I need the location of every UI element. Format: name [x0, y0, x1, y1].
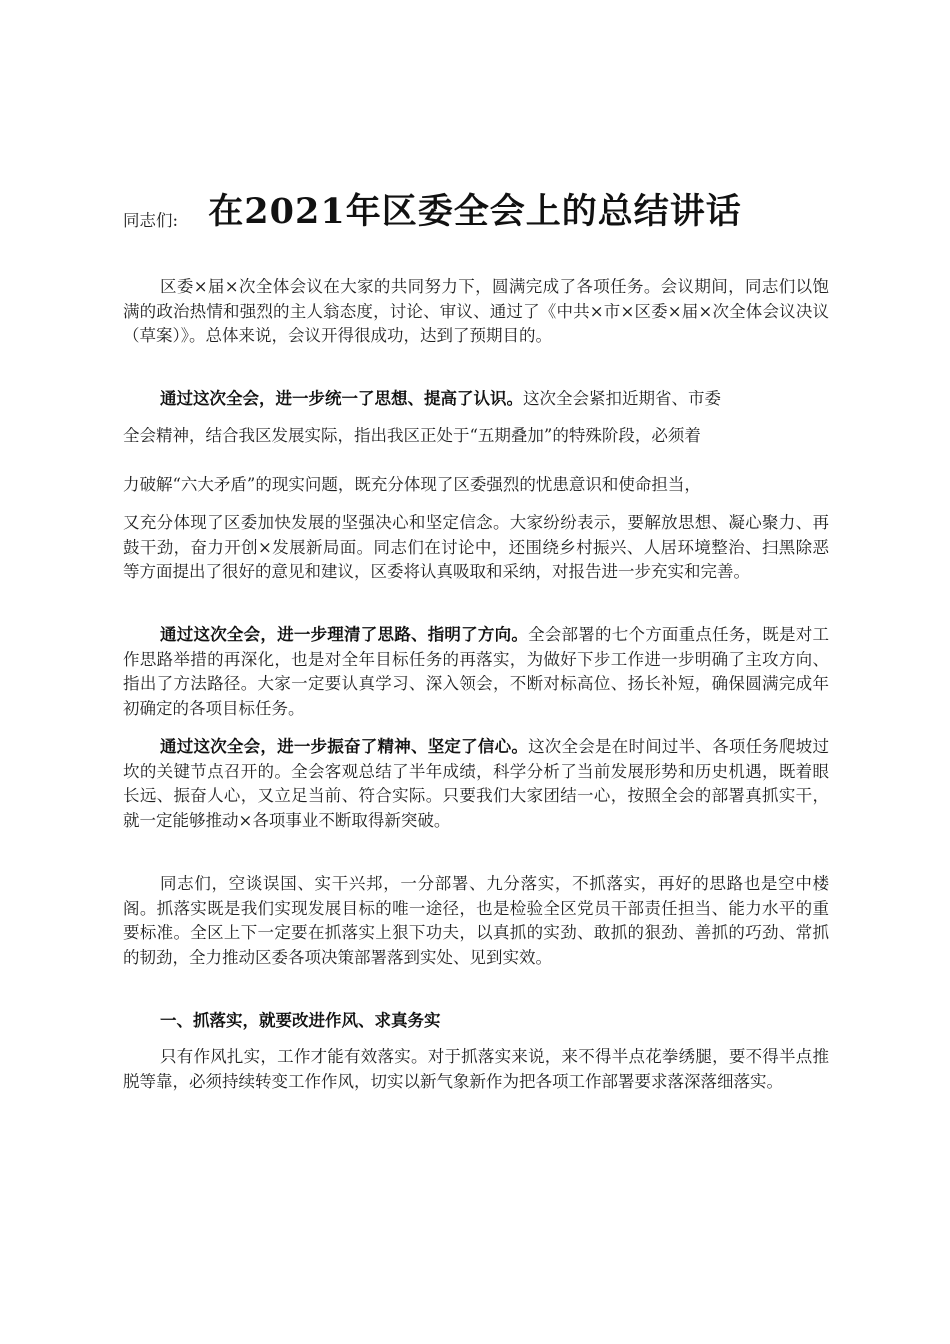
- paragraph-spirit: [123, 735, 829, 833]
- paragraph-direction: [123, 623, 829, 721]
- paragraph-direction-lead: 通过这次全会，进一步理清了思路、指明了方向。: [160, 625, 529, 644]
- paragraph-spirit-lead: 通过这次全会，进一步振奋了精神、坚定了信心。: [160, 737, 529, 756]
- paragraph-thought-line-2: 全会精神，结合我区发展实际，指出我区正处于“五期叠加”的特殊阶段，必须着: [123, 426, 701, 445]
- paragraph-spirit-body: 这次全会是在时间过半、各项任务爬坡过坎的关键节点召开的。全会客观总结了半年成绩，科学分析了当前发展形势和历史机遇，既着眼长远、振奋人心，又立足当前、符合实际。只要我们大家团结一心，按照全会的部署真抓实干，就一定能够推动×各项事业不断取得新突破。: [123, 737, 830, 830]
- paragraph-thought-line-3: 力破解“六大矛盾”的现实问题，既充分体现了区委强烈的忧患意识和使命担当，: [123, 475, 701, 494]
- document-title: 在2021年区委全会上的总结讲话: [208, 191, 742, 232]
- paragraph-thought-line-1-rest: 这次全会紧扣近期省、市委: [523, 389, 721, 408]
- paragraph-style-of-work: 只有作风扎实，工作才能有效落实。对于抓落实来说，来不得半点花拳绣腿，要不得半点推脱等靠，必须持续转变工作作风，切实以新气象新作为把各项工作部署要求落深落细落实。: [123, 1047, 829, 1091]
- paragraph-implementation: 同志们，空谈误国、实干兴邦，一分部署、九分落实，不抓落实，再好的思路也是空中楼阁。抓落实既是我们实现发展目标的唯一途径，也是检验全区党员干部责任担当、能力水平的重要标准。全区上下一定要在抓落实上狠下功夫，以真抓的实劲、敢抓的狠劲、善抓的巧劲、常抓的韧劲，全力推动区委各项决策部署落到实处、见到实效。: [123, 874, 829, 967]
- paragraph-thought-lead: 通过这次全会，进一步统一了思想、提高了认识。: [160, 389, 523, 408]
- paragraph-thought-rest: 又充分体现了区委加快发展的坚强决心和坚定信念。大家纷纷表示，要解放思想、凝心聚力、再鼓干劲，奋力开创×发展新局面。同志们在讨论中，还围绕乡村振兴、人居环境整治、扫黑除恶等方面提出了很好的意见和建议，区委将认真吸取和采纳，对报告进一步充实和完善。: [123, 513, 829, 581]
- paragraph-thought-line-1: [123, 387, 829, 412]
- paragraph-direction-body: 全会部署的七个方面重点任务，既是对工作思路举措的再深化，也是对全年目标任务的再落实，为做好下步工作进一步明确了主攻方向、指出了方法路径。大家一定要认真学习、深入领会，不断对标高位、扬长补短，确保圆满完成年初确定的各项目标任务。: [123, 625, 830, 718]
- greeting: 同志们:: [123, 211, 179, 230]
- paragraph-intro: 区委×届×次全体会议在大家的共同努力下，圆满完成了各项任务。会议期间，同志们以饱满的政治热情和强烈的主人翁态度，讨论、审议、通过了《中共×市×区委×届×次全体会议决议（草案）》。总体来说，会议开得很成功，达到了预期目的。: [123, 277, 829, 345]
- section-heading-1: 一、抓落实，就要改进作风、求真务实: [160, 1011, 441, 1030]
